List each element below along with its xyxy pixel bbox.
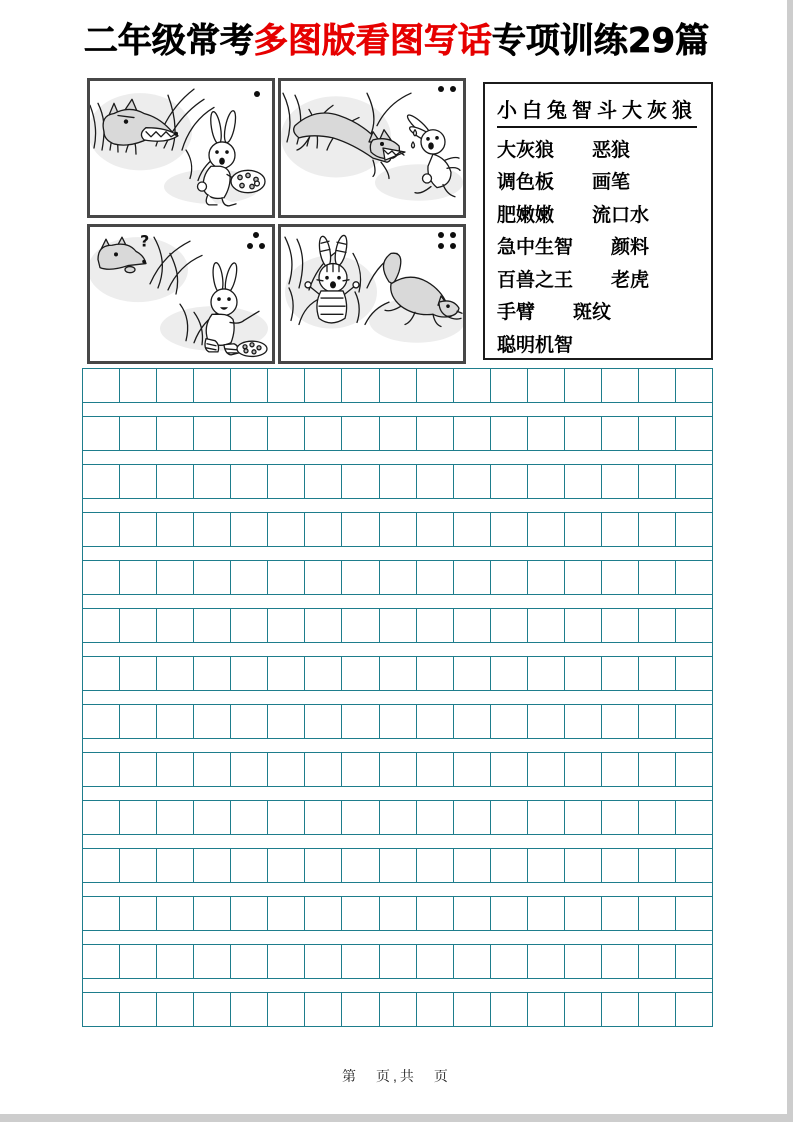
grid-cell xyxy=(268,753,305,786)
grid-cell xyxy=(380,465,417,498)
word-bank-row: 百兽之王 老虎 xyxy=(497,268,650,291)
grid-cell xyxy=(454,417,491,450)
grid-cell xyxy=(194,897,231,930)
grid-cell xyxy=(417,801,454,834)
grid-cell xyxy=(268,417,305,450)
grid-cell xyxy=(602,465,639,498)
grid-cell xyxy=(157,513,194,546)
grid-cell xyxy=(83,801,120,834)
grid-cell xyxy=(83,945,120,978)
grid-cell xyxy=(491,897,528,930)
grid-cell xyxy=(305,561,342,594)
grid-cell xyxy=(528,513,565,546)
grid-cell xyxy=(565,465,602,498)
word-bank-row: 调色板 画笔 xyxy=(497,171,631,193)
grid-cell xyxy=(639,657,676,690)
grid-cell xyxy=(83,417,120,450)
grid-cell xyxy=(194,657,231,690)
grid-cell xyxy=(676,993,712,1026)
grid-cell xyxy=(491,657,528,690)
grid-cell xyxy=(120,945,157,978)
grid-cell xyxy=(676,753,712,786)
grid-cell xyxy=(305,945,342,978)
grid-cell xyxy=(83,897,120,930)
grid-cell xyxy=(639,945,676,978)
grid-cell xyxy=(565,705,602,738)
grid-cell xyxy=(157,417,194,450)
grid-cell xyxy=(305,801,342,834)
grid-cell xyxy=(417,849,454,882)
grid-cell xyxy=(528,465,565,498)
grid-cell xyxy=(676,945,712,978)
panel-dot xyxy=(450,232,456,238)
grid-cell xyxy=(454,993,491,1026)
grid-cell xyxy=(157,369,194,402)
panel-dot xyxy=(438,86,444,92)
grid-cell xyxy=(454,801,491,834)
title-segment-right: 专项训练29篇 xyxy=(491,21,710,61)
grid-cell xyxy=(268,849,305,882)
grid-cell xyxy=(268,369,305,402)
grid-cell xyxy=(120,849,157,882)
panel-dot xyxy=(259,243,265,249)
grid-cell xyxy=(528,849,565,882)
grid-cell xyxy=(528,945,565,978)
grid-cell xyxy=(268,609,305,642)
grid-cell xyxy=(380,705,417,738)
grid-row xyxy=(83,800,712,835)
grid-cell xyxy=(417,753,454,786)
grid-row xyxy=(83,848,712,883)
grid-cell xyxy=(602,993,639,1026)
grid-row xyxy=(83,944,712,979)
word-bank-title: 小白兔智斗大灰狼 xyxy=(497,94,697,128)
grid-cell xyxy=(454,657,491,690)
grid-cell xyxy=(157,753,194,786)
grid-cell xyxy=(83,465,120,498)
grid-cell xyxy=(120,801,157,834)
grid-cell xyxy=(305,513,342,546)
page-title xyxy=(0,22,793,61)
grid-cell xyxy=(305,657,342,690)
grid-cell xyxy=(268,657,305,690)
grid-cell xyxy=(305,897,342,930)
grid-cell xyxy=(194,849,231,882)
grid-cell xyxy=(417,513,454,546)
grid-cell xyxy=(565,849,602,882)
grid-cell xyxy=(380,897,417,930)
grid-cell xyxy=(194,369,231,402)
grid-cell xyxy=(83,849,120,882)
grid-cell xyxy=(268,561,305,594)
grid-row xyxy=(83,416,712,451)
grid-cell xyxy=(231,513,268,546)
panel-dot xyxy=(254,91,260,97)
grid-cell xyxy=(231,705,268,738)
grid-cell xyxy=(83,369,120,402)
grid-cell xyxy=(231,561,268,594)
grid-cell xyxy=(380,945,417,978)
grid-cell xyxy=(602,705,639,738)
word-bank-box xyxy=(483,82,713,360)
grid-cell xyxy=(342,417,379,450)
grid-cell xyxy=(83,993,120,1026)
grid-cell xyxy=(342,609,379,642)
grid-cell xyxy=(639,513,676,546)
grid-cell xyxy=(528,417,565,450)
grid-cell xyxy=(120,753,157,786)
panel-number-dots xyxy=(438,86,457,104)
grid-cell xyxy=(639,849,676,882)
grid-cell xyxy=(454,705,491,738)
grid-cell xyxy=(565,753,602,786)
grid-cell xyxy=(231,657,268,690)
grid-cell xyxy=(454,561,491,594)
grid-cell xyxy=(380,417,417,450)
grid-cell xyxy=(120,609,157,642)
grid-cell xyxy=(565,417,602,450)
grid-cell xyxy=(231,993,268,1026)
grid-cell xyxy=(268,993,305,1026)
grid-cell xyxy=(417,945,454,978)
grid-cell xyxy=(305,609,342,642)
grid-cell xyxy=(491,609,528,642)
grid-cell xyxy=(194,993,231,1026)
grid-cell xyxy=(639,705,676,738)
grid-cell xyxy=(157,609,194,642)
comic-panel-1 xyxy=(87,78,275,218)
panel-dot xyxy=(450,243,456,249)
grid-cell xyxy=(231,849,268,882)
grid-cell xyxy=(639,897,676,930)
comic-panel-2 xyxy=(278,78,466,218)
grid-cell xyxy=(194,753,231,786)
grid-cell xyxy=(83,513,120,546)
grid-cell xyxy=(528,801,565,834)
grid-row xyxy=(83,752,712,787)
word-bank-row: 手臂 斑纹 xyxy=(497,301,612,323)
grid-cell xyxy=(231,945,268,978)
grid-cell xyxy=(157,945,194,978)
grid-cell xyxy=(602,657,639,690)
grid-row xyxy=(83,512,712,547)
panel-number-dots xyxy=(247,232,266,250)
grid-cell xyxy=(380,849,417,882)
grid-cell xyxy=(342,657,379,690)
grid-cell xyxy=(120,993,157,1026)
grid-cell xyxy=(565,801,602,834)
grid-cell xyxy=(157,465,194,498)
comic-panel-4 xyxy=(278,224,466,364)
word-bank-row: 聪明机智 xyxy=(497,333,574,356)
grid-cell xyxy=(120,465,157,498)
panel-number-dots xyxy=(247,86,266,104)
grid-cell xyxy=(454,513,491,546)
grid-cell xyxy=(342,897,379,930)
word-bank-row: 急中生智 颜料 xyxy=(497,236,650,258)
grid-cell xyxy=(528,705,565,738)
comic-panel-3 xyxy=(87,224,275,364)
grid-cell xyxy=(639,801,676,834)
grid-cell xyxy=(231,753,268,786)
grid-cell xyxy=(120,513,157,546)
grid-cell xyxy=(120,369,157,402)
grid-cell xyxy=(305,993,342,1026)
grid-cell xyxy=(231,897,268,930)
grid-cell xyxy=(528,993,565,1026)
comic-strip xyxy=(87,78,469,364)
grid-cell xyxy=(528,657,565,690)
grid-cell xyxy=(602,801,639,834)
grid-cell xyxy=(602,897,639,930)
grid-cell xyxy=(602,417,639,450)
grid-cell xyxy=(676,561,712,594)
grid-cell xyxy=(417,705,454,738)
grid-cell xyxy=(268,513,305,546)
grid-cell xyxy=(380,513,417,546)
grid-cell xyxy=(342,561,379,594)
word-bank-list xyxy=(497,140,701,356)
grid-cell xyxy=(83,753,120,786)
grid-cell xyxy=(491,465,528,498)
grid-cell xyxy=(417,417,454,450)
grid-row xyxy=(83,560,712,595)
grid-cell xyxy=(565,897,602,930)
word-bank-row: 大灰狼 恶狼 xyxy=(497,138,631,161)
grid-cell xyxy=(380,801,417,834)
grid-cell xyxy=(342,705,379,738)
grid-cell xyxy=(491,561,528,594)
grid-cell xyxy=(454,945,491,978)
grid-cell xyxy=(342,369,379,402)
grid-cell xyxy=(380,609,417,642)
grid-cell xyxy=(454,849,491,882)
panel-dot xyxy=(438,243,444,249)
grid-cell xyxy=(83,609,120,642)
grid-cell xyxy=(157,561,194,594)
grid-cell xyxy=(194,945,231,978)
grid-cell xyxy=(676,801,712,834)
grid-cell xyxy=(231,801,268,834)
grid-cell xyxy=(491,849,528,882)
grid-cell xyxy=(639,417,676,450)
grid-cell xyxy=(676,417,712,450)
grid-cell xyxy=(491,753,528,786)
grid-cell xyxy=(491,945,528,978)
grid-cell xyxy=(676,369,712,402)
grid-cell xyxy=(231,417,268,450)
grid-cell xyxy=(305,705,342,738)
grid-cell xyxy=(120,705,157,738)
grid-cell xyxy=(342,993,379,1026)
grid-cell xyxy=(157,705,194,738)
grid-cell xyxy=(268,705,305,738)
grid-cell xyxy=(305,465,342,498)
grid-cell xyxy=(231,465,268,498)
grid-cell xyxy=(602,609,639,642)
grid-row xyxy=(83,608,712,643)
grid-cell xyxy=(528,561,565,594)
grid-cell xyxy=(676,609,712,642)
grid-cell xyxy=(676,705,712,738)
title-segment-left: 二年级常考 xyxy=(83,21,254,61)
grid-cell xyxy=(305,849,342,882)
paint-palette xyxy=(237,341,267,356)
grid-cell xyxy=(454,753,491,786)
grid-cell xyxy=(194,513,231,546)
page-edge-shadow-bottom xyxy=(0,1114,793,1122)
grid-cell xyxy=(676,849,712,882)
grid-cell xyxy=(417,465,454,498)
grid-cell xyxy=(602,513,639,546)
grid-cell xyxy=(639,465,676,498)
grid-cell xyxy=(342,513,379,546)
grid-cell xyxy=(380,561,417,594)
grid-cell xyxy=(528,753,565,786)
grid-cell xyxy=(639,561,676,594)
grid-cell xyxy=(676,657,712,690)
grid-cell xyxy=(565,369,602,402)
grid-cell xyxy=(342,849,379,882)
grid-row xyxy=(83,464,712,499)
panel-4-illustration xyxy=(281,227,463,361)
grid-cell xyxy=(454,369,491,402)
grid-cell xyxy=(639,993,676,1026)
panel-dot xyxy=(253,232,259,238)
panel-3-illustration xyxy=(90,227,272,361)
grid-cell xyxy=(342,753,379,786)
grid-cell xyxy=(268,897,305,930)
panel-dot xyxy=(438,232,444,238)
grid-cell xyxy=(565,609,602,642)
page-footer: 第 页,共 页 xyxy=(342,1068,451,1084)
grid-cell xyxy=(342,801,379,834)
grid-cell xyxy=(305,417,342,450)
grid-cell xyxy=(565,513,602,546)
grid-cell xyxy=(83,705,120,738)
paint-palette xyxy=(231,170,265,192)
grid-cell xyxy=(120,897,157,930)
grid-cell xyxy=(676,465,712,498)
grid-cell xyxy=(528,897,565,930)
grid-cell xyxy=(454,897,491,930)
grid-cell xyxy=(231,369,268,402)
grid-cell xyxy=(83,657,120,690)
grid-cell xyxy=(565,561,602,594)
grid-cell xyxy=(157,993,194,1026)
grid-cell xyxy=(380,657,417,690)
grid-cell xyxy=(602,561,639,594)
grid-cell xyxy=(157,657,194,690)
grid-cell xyxy=(528,609,565,642)
grid-cell xyxy=(417,897,454,930)
grid-cell xyxy=(454,609,491,642)
word-bank-row: 肥嫩嫩 流口水 xyxy=(497,203,650,226)
grid-cell xyxy=(417,369,454,402)
grid-cell xyxy=(417,609,454,642)
grid-cell xyxy=(305,369,342,402)
panel-dot xyxy=(450,86,456,92)
grid-cell xyxy=(157,849,194,882)
grid-cell xyxy=(194,801,231,834)
grid-cell xyxy=(120,561,157,594)
grid-cell xyxy=(491,705,528,738)
grid-cell xyxy=(602,849,639,882)
grid-cell xyxy=(565,945,602,978)
grid-row xyxy=(83,992,712,1027)
grid-cell xyxy=(194,417,231,450)
grid-cell xyxy=(342,945,379,978)
grid-cell xyxy=(268,945,305,978)
grid-cell xyxy=(417,993,454,1026)
grid-cell xyxy=(194,705,231,738)
grid-cell xyxy=(231,609,268,642)
grid-cell xyxy=(528,369,565,402)
grid-cell xyxy=(380,369,417,402)
grid-row xyxy=(83,896,712,931)
grid-cell xyxy=(602,369,639,402)
grid-cell xyxy=(491,417,528,450)
grid-cell xyxy=(491,801,528,834)
grid-cell xyxy=(342,465,379,498)
writing-grid xyxy=(82,368,713,1027)
grid-cell xyxy=(380,753,417,786)
grid-cell xyxy=(305,753,342,786)
grid-cell xyxy=(491,513,528,546)
grid-cell xyxy=(380,993,417,1026)
grid-cell xyxy=(268,465,305,498)
grid-cell xyxy=(417,561,454,594)
panel-number-dots xyxy=(438,232,457,250)
grid-row xyxy=(83,368,712,403)
grid-cell xyxy=(157,801,194,834)
grid-row xyxy=(83,656,712,691)
grid-cell xyxy=(268,801,305,834)
grid-cell xyxy=(565,657,602,690)
grid-cell xyxy=(491,369,528,402)
grid-cell xyxy=(194,609,231,642)
grid-cell xyxy=(417,657,454,690)
question-mark: ? xyxy=(140,231,150,251)
grid-cell xyxy=(157,897,194,930)
grid-cell xyxy=(120,657,157,690)
grid-row xyxy=(83,704,712,739)
grid-cell xyxy=(676,897,712,930)
page-edge-shadow-right xyxy=(787,0,793,1122)
grid-cell xyxy=(602,945,639,978)
panel-2-illustration xyxy=(281,81,463,215)
grid-cell xyxy=(602,753,639,786)
grid-cell xyxy=(639,609,676,642)
title-segment-highlight: 多图版看图写话 xyxy=(253,21,492,61)
grid-cell xyxy=(194,561,231,594)
grid-cell xyxy=(194,465,231,498)
grid-cell xyxy=(454,465,491,498)
grid-cell xyxy=(83,561,120,594)
grid-cell xyxy=(676,513,712,546)
grid-cell xyxy=(491,993,528,1026)
panel-dot xyxy=(247,243,253,249)
grid-cell xyxy=(565,993,602,1026)
grid-cell xyxy=(120,417,157,450)
grid-cell xyxy=(639,369,676,402)
panel-1-illustration xyxy=(90,81,272,215)
grid-cell xyxy=(639,753,676,786)
